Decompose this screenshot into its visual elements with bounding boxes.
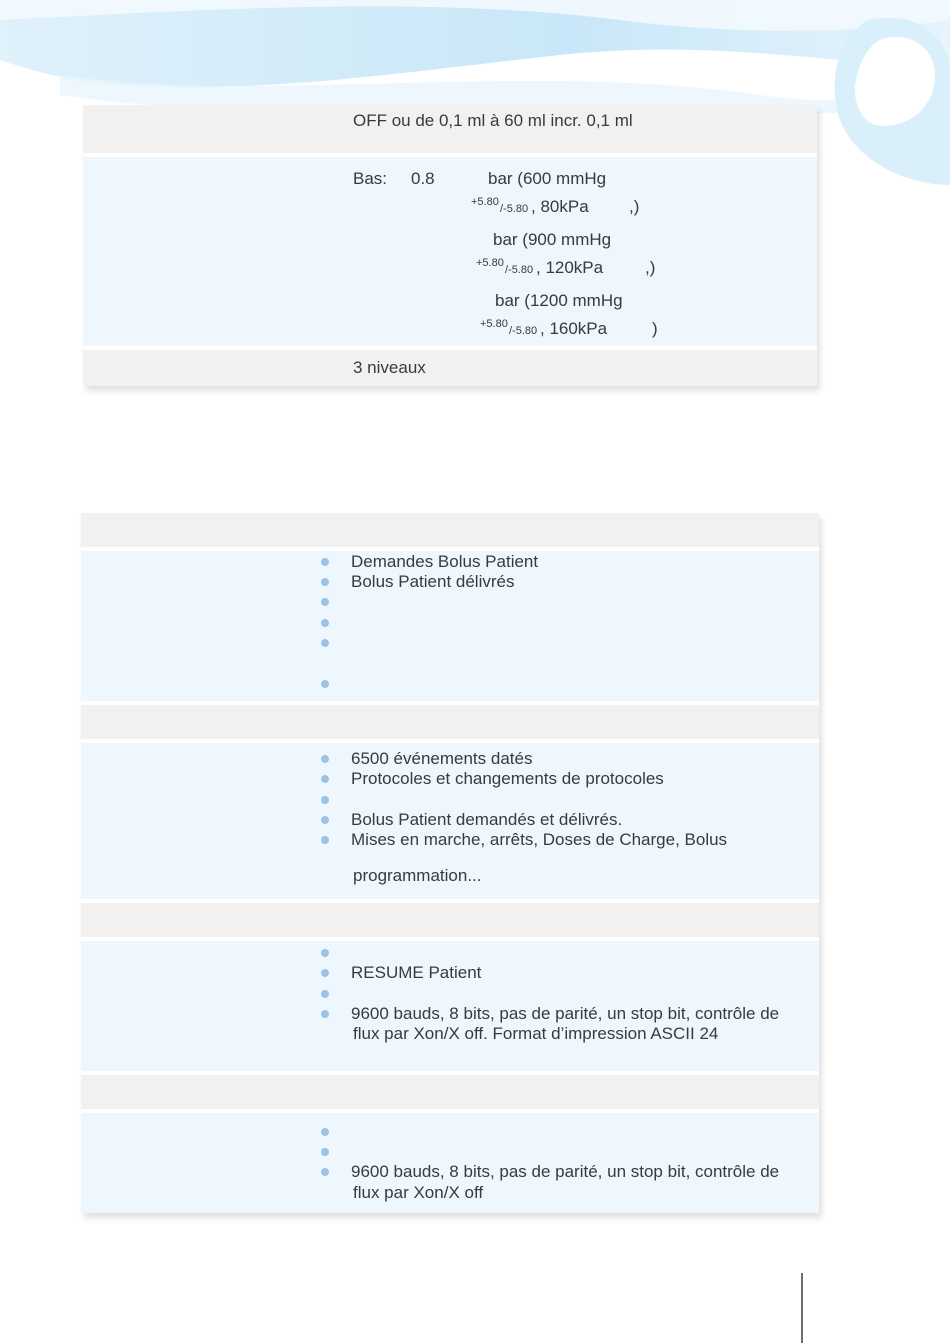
bullet-icon [321, 1168, 329, 1176]
pressure-low-value: 0.8 [411, 169, 435, 188]
pressure-row [83, 157, 817, 346]
bolus-group-row [81, 551, 819, 701]
bottom-spec-table [81, 513, 819, 1213]
pressure-high-tol-plus: +5.80 [480, 318, 508, 330]
pressure-high-bar: bar (1200 mmHg [495, 291, 623, 310]
bullet-icon [321, 598, 329, 606]
printer-continuation: flux par Xon/X off. Format d’impression ASCII 24 [353, 1024, 719, 1043]
pressure-high-kpa: , 160kPa [540, 319, 608, 338]
bullet-icon [321, 558, 329, 566]
bullet-icon [321, 1010, 329, 1018]
bullet-icon [321, 969, 329, 977]
section-header-1 [81, 513, 819, 547]
interface-item-3: 9600 bauds, 8 bits, pas de parité, un stop bit, contrôle de [351, 1162, 780, 1181]
bullet-icon [321, 1128, 329, 1136]
bullet-icon [321, 755, 329, 763]
bullet-icon [321, 775, 329, 783]
pressure-high-close: ) [652, 319, 658, 338]
bullet-icon [321, 816, 329, 824]
bullet-icon [321, 796, 329, 804]
bullet-icon [321, 619, 329, 627]
bullet-icon [321, 578, 329, 586]
bolus-item-2: Bolus Patient délivrés [351, 572, 515, 591]
pressure-low-tol-plus: +5.80 [471, 196, 499, 208]
levels-text: 3 niveaux [353, 358, 426, 377]
bullet-icon [321, 990, 329, 998]
pressure-low-label: Bas: [353, 169, 388, 188]
section-header-2 [81, 705, 819, 739]
page-margin-rule [801, 1273, 803, 1343]
printer-item-2: RESUME Patient [351, 963, 482, 982]
top-spec-table [83, 105, 817, 386]
interface-group-row [81, 1113, 819, 1213]
bullet-icon [321, 680, 329, 688]
levels-row [83, 350, 817, 386]
history-item-2: Protocoles et changements de protocoles [351, 769, 664, 788]
section-header-3 [81, 903, 819, 937]
bullet-icon [321, 836, 329, 844]
printer-item-4: 9600 bauds, 8 bits, pas de parité, un stop bit, contrôle de [351, 1004, 780, 1023]
bullet-icon [321, 639, 329, 647]
volume-text: OFF ou de 0,1 ml à 60 ml incr. 0,1 ml [353, 111, 633, 130]
pressure-mid-close: ,) [645, 258, 656, 277]
bullet-icon [321, 949, 329, 957]
pressure-high-tol-minus: /-5.80 [509, 325, 538, 337]
interface-continuation: flux par Xon/X off [353, 1183, 484, 1202]
pressure-mid-bar: bar (900 mmHg [493, 230, 612, 249]
pressure-mid-tol-plus: +5.80 [476, 257, 504, 269]
volume-row [83, 105, 817, 153]
pressure-mid-kpa: , 120kPa [536, 258, 604, 277]
history-group-row [81, 743, 819, 899]
bullet-icon [321, 1148, 329, 1156]
history-item-1: 6500 événements datés [351, 749, 533, 768]
pressure-low-close: ,) [629, 197, 640, 216]
history-item-4: Bolus Patient demandés et délivrés. [351, 810, 623, 829]
printer-group-row [81, 941, 819, 1071]
section-header-4 [81, 1075, 819, 1109]
pressure-mid-tol-minus: /-5.80 [505, 264, 534, 276]
pressure-low-bar: bar (600 mmHg [488, 169, 607, 188]
history-item-5: Mises en marche, arrêts, Doses de Charge, Bolus [351, 830, 728, 849]
bolus-item-1: Demandes Bolus Patient [351, 552, 539, 571]
history-continuation: programmation... [353, 866, 482, 885]
pressure-low-kpa: , 80kPa [531, 197, 589, 216]
pressure-low-tol-minus: /-5.80 [500, 203, 529, 215]
